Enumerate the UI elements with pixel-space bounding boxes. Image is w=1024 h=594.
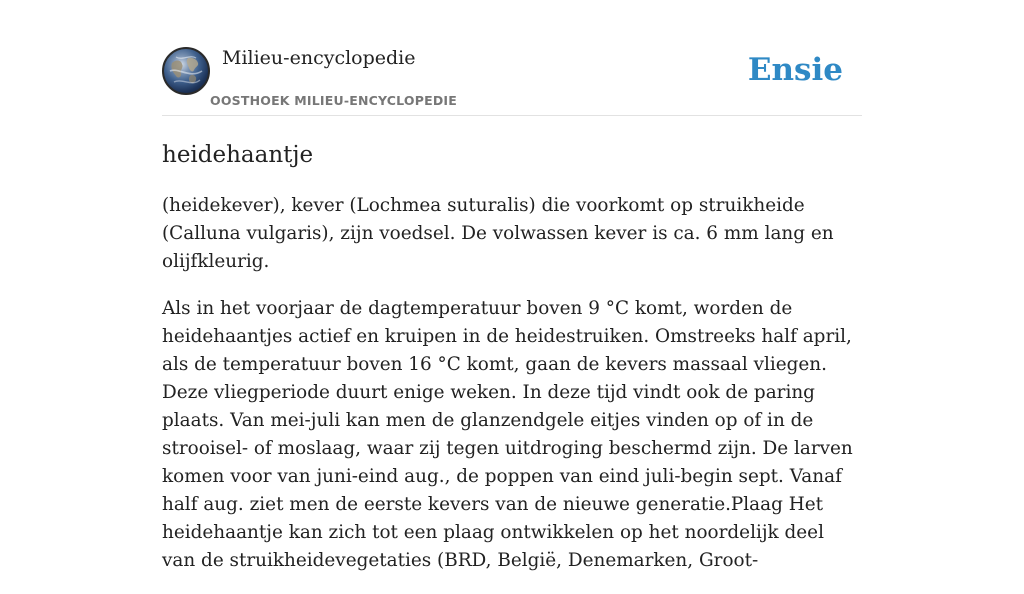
site-header [162,0,862,116]
article-title: heidehaantje [162,142,314,168]
ensie-brand-link[interactable]: Ensie [747,52,843,88]
content-container [162,0,862,571]
site-title[interactable]: Milieu-encyclopedie [222,47,416,69]
globe-graphic [164,49,208,93]
site-subtitle: OOSTHOEK MILIEU-ENCYCLOPEDIE [210,93,457,108]
article-paragraph: Als in het voorjaar de dagtemperatuur boven 9 °C komt, worden de heidehaantjes actief en kruipen in de heidestruiken. Omstreeks half april, als de temperatuur boven 16 °C komt, gaan de kevers massaal vliegen. Deze vliegperiode duurt enige weken. In deze tijd vindt ook de paring plaats. Van mei-juli kan men de glanzendgele eitjes vinden op of in de strooisel- of moslaag, waar zij tegen uitdroging beschermd zijn. De larven komen voor van juni-eind aug., de poppen van eind juli-begin sept. Vanaf half aug. ziet men de eerste kevers van de nieuwe generatie.Plaag Het heidehaantje kan zich tot een plaag ontwikkelen op het noordelijk deel van de struikheidevegetaties (BRD, België, Denemarken, Groot- [162,298,853,571]
article-paragraph: (heidekever), kever (Lochmea suturalis) die voorkomt op struikheide (Calluna vulgaris), zijn voedsel. De volwassen kever is ca. 6 mm lang en olijfkleurig. [162,195,834,272]
earth-globe-icon[interactable] [162,47,210,95]
article-body [162,192,862,594]
